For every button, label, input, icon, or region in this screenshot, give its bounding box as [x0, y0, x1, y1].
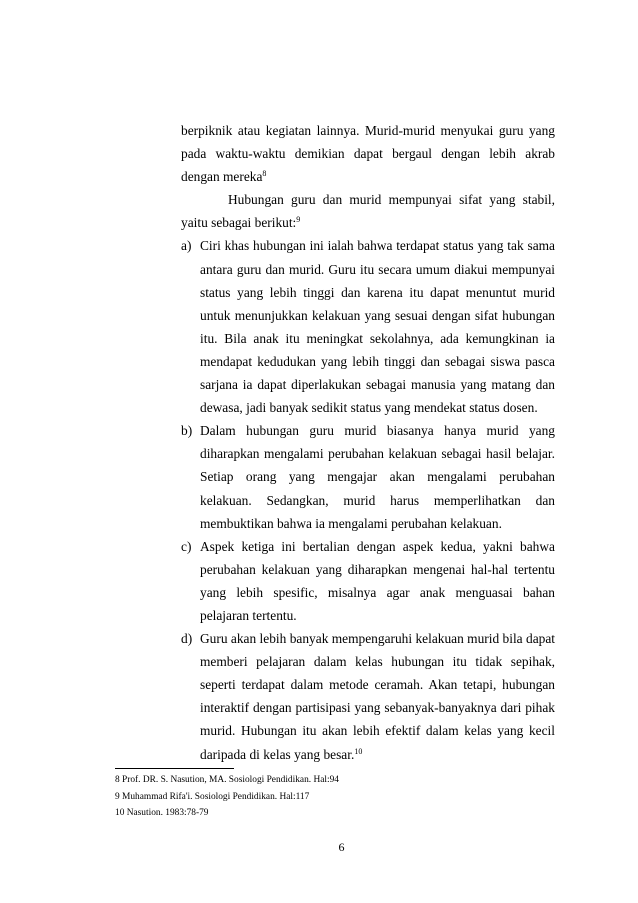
- list-marker: c): [181, 538, 192, 554]
- page-number: 6: [338, 840, 345, 854]
- footnote-ref: 8: [262, 169, 267, 179]
- paragraph-text: Hubungan guru dan murid mempunyai sifat yang stabil, yaitu sebagai berikut:: [181, 192, 555, 231]
- footnote: 10 Nasution. 1983:78-79: [115, 808, 209, 818]
- list-item-text: Aspek ketiga ini bertalian dengan aspek kedua, yakni bahwa perubahan kelakuan yang diharapkan mengenai hal-hal tertentu yang lebih spesific, misalnya agar anak menguasai bahan pelajaran tertentu.: [200, 538, 555, 623]
- list-item-text: Guru akan lebih banyak mempengaruhi kelakuan murid bila dapat memberi pelajaran dalam kelas hubungan itu tidak sepihak, seperti terdapat dalam metode ceramah. Akan tetapi, hubungan interaktif dengan partisipasi yang sebanyak-banyaknya dari pihak murid. Hubungan itu akan lebih efektif dalam kelas yang kecil daripada di kelas yang besar.: [200, 631, 555, 762]
- list-item-text: Ciri khas hubungan ini ialah bahwa terdapat status yang tak sama antara guru dan murid. Guru itu secara umum diakui mempunyai status yang lebih tinggi dan karena itu dapat menuntut murid untuk menunjukkan kelakuan yang sesuai dengan sifat hubungan itu. Bila anak itu meningkat sekolahnya, ada kemungkinan ia mendapat kedudukan yang lebih tinggi dan sebagai siswa pasca sarjana ia dapat diperlakukan sebagai manusia yang matang dan dewasa, jadi banyak sedikit status yang mendekat status dosen.: [200, 238, 555, 416]
- list-item: [181, 419, 555, 534]
- list-marker: b): [181, 423, 193, 439]
- footnote-ref: 9: [296, 215, 301, 225]
- paragraph-continuation: [181, 119, 555, 188]
- list-item: [181, 234, 555, 419]
- list-marker: a): [181, 238, 192, 254]
- list-marker: d): [181, 631, 193, 647]
- footnote-divider: [115, 768, 234, 769]
- body-text: [181, 119, 555, 766]
- list-item: [181, 627, 555, 766]
- footnote-ref: 10: [354, 746, 363, 756]
- footnotes: [115, 772, 535, 822]
- list-item-text: Dalam hubungan guru murid biasanya hanya murid yang diharapkan mengalami perubahan kelakuan sebagai hasil belajar. Setiap orang yang mengajar akan mengalami perubahan kelakuan. Sedangkan, murid harus memperlihatkan dan membuktikan bahwa ia mengalami perubahan kelakuan.: [200, 423, 555, 531]
- footnote: 8 Prof. DR. S. Nasution, MA. Sosiologi Pendidikan. Hal:94: [115, 775, 339, 785]
- paragraph-intro: [181, 188, 555, 234]
- characteristics-list: [181, 234, 555, 765]
- list-item: [181, 535, 555, 627]
- paragraph-text: berpiknik atau kegiatan lainnya. Murid-murid menyukai guru yang pada waktu-waktu demikian dapat bergaul dengan lebih akrab dengan mereka: [181, 123, 555, 185]
- footnote: 9 Muhammad Rifa'i. Sosiologi Pendidikan. Hal:117: [115, 791, 310, 802]
